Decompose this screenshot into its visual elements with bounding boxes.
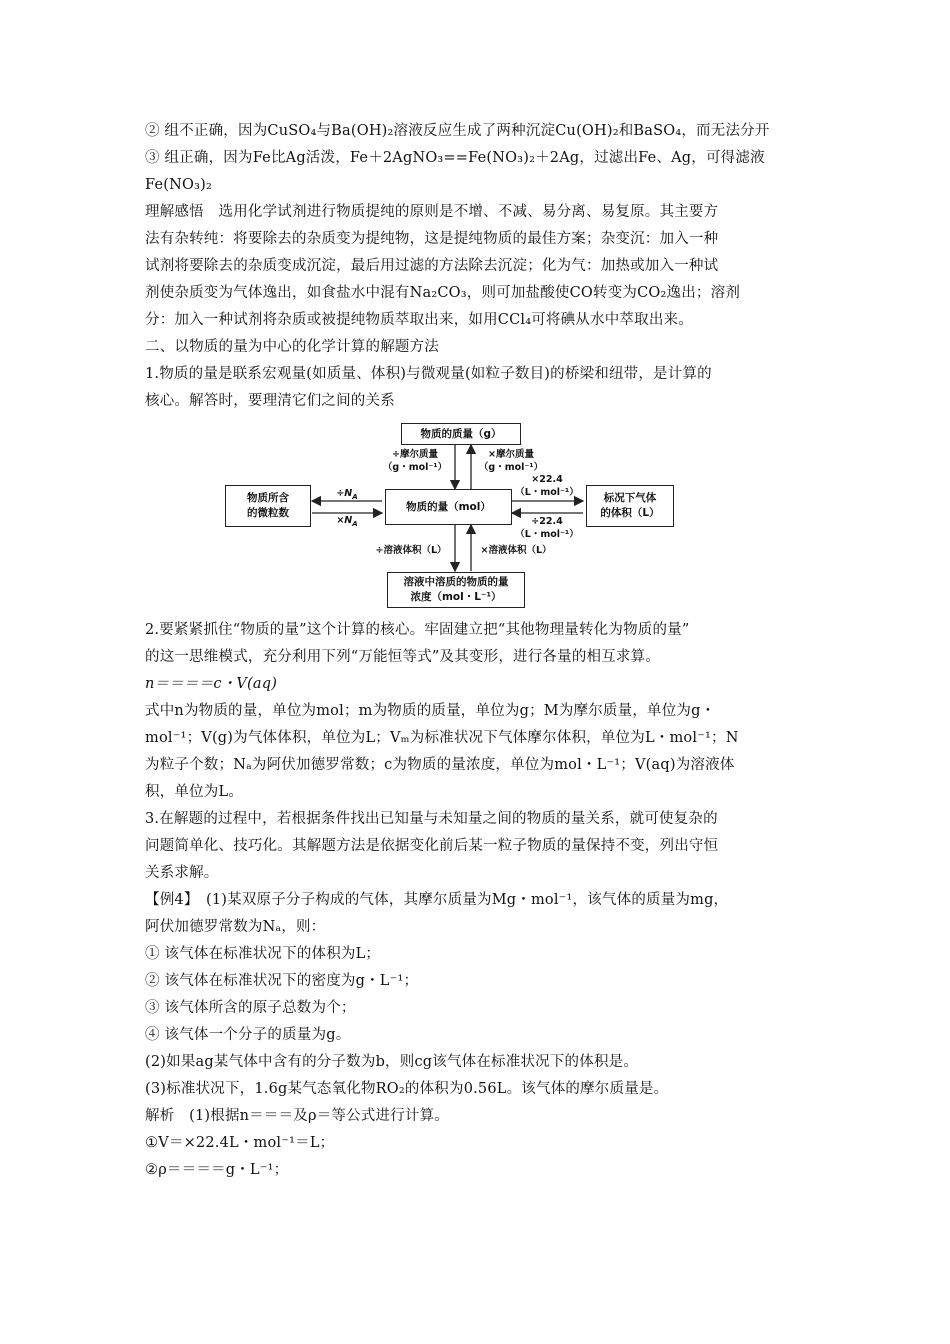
formula-line: n＝＝＝＝c・V(aq) [145,676,278,692]
text-line: 3.在解题的过程中，若根据条件找出已知量与未知量之间的物质的量关系，就可使复杂的 [145,811,718,827]
label-divide-22-4-line2: （L・mol⁻¹） [515,529,579,540]
label-multiply-22-4-line2: （L・mol⁻¹） [515,487,579,498]
label-multiply-22-4-line1: ×22.4 [531,474,563,485]
text-line: ④ 该气体一个分子的质量为g。 [145,1027,351,1043]
text-line: ①V＝×22.4L・mol⁻¹＝L； [145,1135,335,1151]
label-divide-molar-mass-line1: ÷摩尔质量 [392,449,438,460]
label-na-subscript: A [352,492,358,501]
label-divide-22-4-line1: ÷22.4 [531,516,563,527]
label-divide-22-4 [511,515,583,541]
text-line: ② 组不正确，因为CuSO₄与Ba(OH)₂溶液反应生成了两种沉淀Cu(OH)₂和BaSO₄，而无法分开 [145,123,770,139]
text-line: 理解感悟 选用化学试剂进行物质提纯的原则是不增、不减、易分离、易复原。其主要方 [145,204,719,220]
box-particles-line2: 的微粒数 [247,507,289,519]
label-multiply-na [327,514,367,531]
document-body [145,118,810,1184]
text-line: (3)标准状况下，1.6g某气态氧化物RO₂的体积为0.56L。该气体的摩尔质量是。 [145,1081,669,1097]
text-line: 核心。解答时，要理清它们之间的关系 [145,393,395,409]
label-na-subscript: A [352,519,358,528]
box-particles-line1: 物质所含 [247,492,289,504]
label-multiply-na-text: ×N [336,515,353,526]
text-line: ② 该气体在标准状况下的密度为g・L⁻¹； [145,973,419,989]
label-multiply-22-4 [511,473,583,499]
text-line: 为粒子个数；Nₐ为阿伏加德罗常数；c为物质的量浓度，单位为mol・L⁻¹；V(aq)为溶液体 [145,757,735,773]
box-gas-volume-line1: 标况下气体 [603,492,657,504]
box-concentration [387,572,525,608]
label-multiply-molar-mass-line2: （g・mol⁻¹） [478,462,544,473]
label-multiply-solution-volume: ×溶液体积（L） [480,545,552,556]
label-multiply-molar-mass-line1: ×摩尔质量 [488,449,534,460]
text-line: Fe(NO₃)₂ [145,177,212,193]
text-line: ③ 组正确，因为Fe比Ag活泼，Fe＋2AgNO₃==Fe(NO₃)₂＋2Ag，过滤出Fe、Ag，可得滤液 [145,150,765,166]
text-line: 的这一思维模式，充分利用下列“万能恒等式”及其变形，进行各量的相互求算。 [145,649,661,665]
box-gas-volume-line2: 的体积（L） [600,507,660,519]
box-concentration-line1: 溶液中溶质的物质的量 [403,576,509,588]
text-line: ① 该气体在标准状况下的体积为L； [145,946,381,962]
section-heading: 二、以物质的量为中心的化学计算的解题方法 [145,339,439,355]
box-concentration-line2: 浓度（mol・L⁻¹） [410,591,502,603]
text-line: 式中n为物质的量，单位为mol；m为物质的质量，单位为g；M为摩尔质量，单位为g・ [145,703,716,719]
text-line: 1.物质的量是联系宏观量(如质量、体积)与微观量(如粒子数目)的桥梁和纽带，是计算的 [145,366,712,382]
mole-relationship-diagram [155,421,695,611]
label-divide-solution-volume: ÷溶液体积（L） [375,545,447,556]
text-line: 2.要紧紧抓住“物质的量”这个计算的核心。牢固建立把“其他物理量转化为物质的量” [145,622,690,638]
box-gas-volume [586,485,674,527]
text-line: (2)如果ag某气体中含有的分子数为b，则cg该气体在标准状况下的体积是。 [145,1054,639,1070]
label-divide-na [327,487,367,504]
text-line: 解析 (1)根据n＝＝＝及ρ＝等公式进行计算。 [145,1108,450,1124]
text-line: ②ρ＝＝＝＝g・L⁻¹； [145,1162,289,1178]
text-line: 分：加入一种试剂将杂质或被提纯物质萃取出来，如用CCl₄可将碘从水中萃取出来。 [145,312,693,328]
label-divide-na-text: ÷N [336,488,353,499]
text-line: 阿伏加德罗常数为Nₐ，则： [145,919,326,935]
text-line: 剂使杂质变为气体逸出，如食盐水中混有Na₂CO₃，则可加盐酸使CO转变为CO₂逸出；溶剂 [145,285,741,301]
text-line: 积，单位为L。 [145,784,244,800]
text-line: ③ 该气体所含的原子总数为个； [145,1000,356,1016]
box-particles [225,485,311,527]
text-line: 问题简单化、技巧化。其解题方法是依据变化前后某一粒子物质的量保持不变，列出守恒 [145,838,719,854]
text-line: 试剂将要除去的杂质变成沉淀，最后用过滤的方法除去沉淀；化为气：加热或加入一种试 [145,258,719,274]
text-line: 法有杂转纯：将要除去的杂质变为提纯物，这是提纯物质的最佳方案；杂变沉：加入一种 [145,231,719,247]
text-line: mol⁻¹；V(g)为气体体积，单位为L；Vₘ为标准状况下气体摩尔体积，单位为L・mol⁻¹；N [145,730,739,746]
text-line: 关系求解。 [145,865,219,881]
example-heading: 【例4】 (1)某双原子分子构成的气体，其摩尔质量为Mg・mol⁻¹，该气体的质量为mg， [145,892,729,908]
label-divide-molar-mass-line2: （g・mol⁻¹） [382,462,448,473]
box-amount: 物质的量（mol） [385,489,512,525]
label-divide-molar-mass [379,448,451,474]
label-multiply-molar-mass [475,448,547,474]
box-mass: 物质的质量（g） [401,423,521,445]
